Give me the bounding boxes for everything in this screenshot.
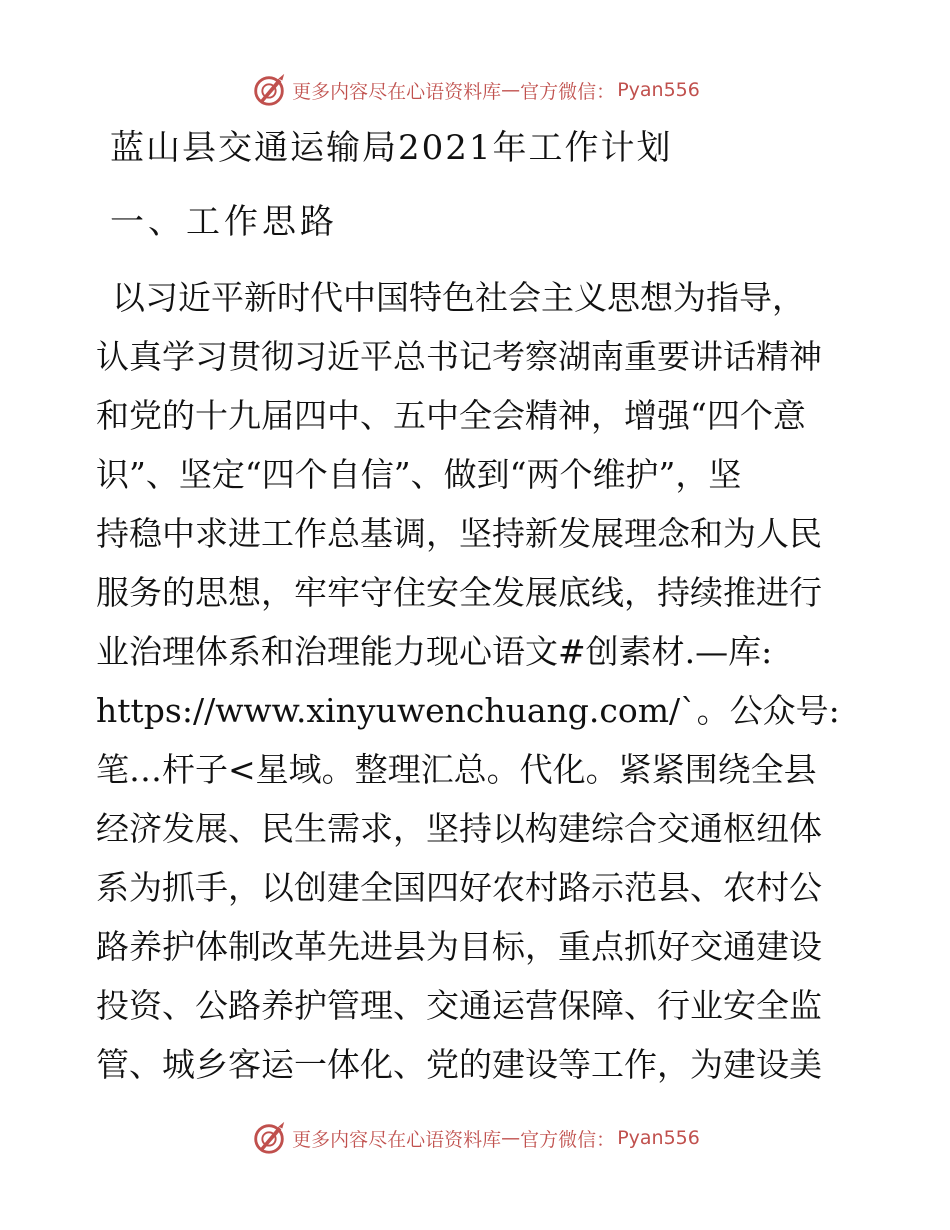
watermark-separator: —	[501, 1127, 521, 1149]
watermark-text: 更多内容尽在心语资料库	[292, 1128, 502, 1151]
paragraph-line: 经济发展、民生需求，坚持以构建综合交通枢纽体	[96, 809, 822, 848]
paragraph-line: 笔…杆子<星域。整理汇总。代化。紧紧围绕全县	[96, 750, 817, 789]
paragraph-line: 和党的十九届四中、五中全会精神，增强“四个意	[96, 396, 806, 435]
paragraph-line: 服务的思想，牢牢守住安全发展底线，持续推进行	[96, 573, 822, 612]
paragraph-line: 持稳中求进工作总基调，坚持新发展理念和为人民	[96, 514, 822, 553]
paragraph-line: 投资、公路养护管理、交通运营保障、行业安全监	[96, 986, 822, 1025]
watermark-wechat-id: Pyan556	[617, 79, 700, 101]
quill-logo-icon	[250, 1119, 288, 1157]
watermark-banner-bottom	[0, 1118, 950, 1158]
document-title: 蓝山县交通运输局2021年工作计划	[110, 128, 673, 168]
watermark-wechat-label: 官方微信：	[520, 1128, 616, 1151]
watermark-banner-top	[0, 70, 950, 110]
paragraph-line: 系为抓手，以创建全国四好农村路示范县、农村公	[96, 868, 822, 907]
paragraph-line: 路养护体制改革先进县为目标，重点抓好交通建设	[96, 927, 822, 966]
watermark-wechat-id: Pyan556	[617, 1127, 700, 1149]
body-paragraph	[96, 268, 852, 1094]
paragraph-line: 认真学习贯彻习近平总书记考察湖南重要讲话精神	[96, 337, 822, 376]
paragraph-line: 识”、坚定“四个自信”、做到“两个维护”，坚	[96, 455, 742, 494]
quill-logo-icon	[250, 71, 288, 109]
paragraph-line: 业治理体系和治理能力现心语文#创素材.—库:	[96, 632, 773, 671]
watermark-wechat-label: 官方微信：	[520, 80, 616, 103]
paragraph-line: 管、城乡客运一体化、党的建设等工作，为建设美	[96, 1045, 822, 1084]
watermark-separator: —	[501, 79, 521, 101]
paragraph-line-url: https://www.xinyuwenchuang.com/`。公众号:	[96, 691, 840, 730]
paragraph-line: 以习近平新时代中国特色社会主义思想为指导，	[112, 278, 805, 317]
section-heading: 一、工作思路	[110, 202, 338, 242]
watermark-text: 更多内容尽在心语资料库	[292, 80, 502, 103]
